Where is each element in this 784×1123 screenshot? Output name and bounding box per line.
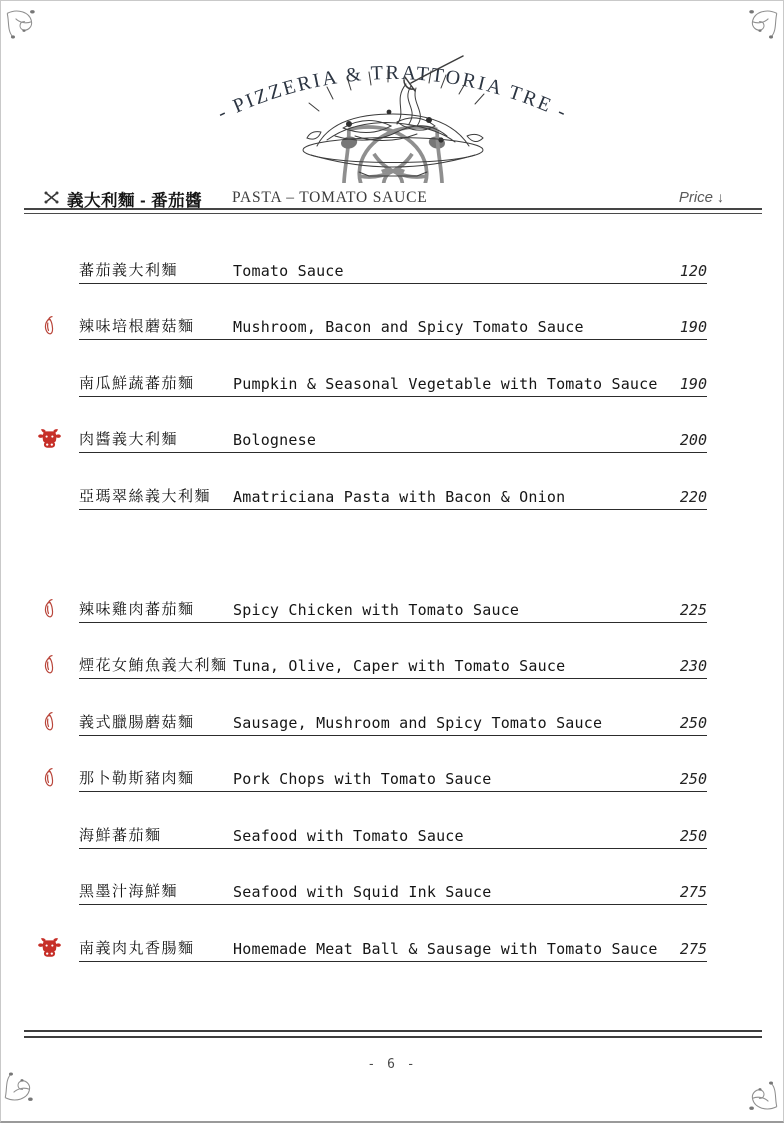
item-name-zh: 煙花女鮪魚義大利麵 [79,657,228,674]
row-underline [79,452,707,453]
item-name-en: Bolognese [233,431,317,449]
corner-flourish-icon [739,1072,781,1114]
item-price: 250 [679,713,707,732]
footer-double-rule [24,1030,762,1038]
row-underline [79,396,707,397]
no-icon [38,879,61,902]
cow-icon [38,427,61,450]
item-name-en: Spicy Chicken with Tomato Sauce [233,600,520,619]
menu-item-row [1,347,783,404]
item-name-en: Sausage, Mushroom and Spicy Tomato Sauce [233,713,603,732]
chili-icon [38,597,61,620]
item-price: 190 [679,374,707,393]
menu-item-row [1,460,783,517]
menu-item-row [1,630,783,687]
item-name-en: Tomato Sauce [233,261,344,280]
item-name-en: Homemade Meat Ball & Sausage with Tomato Sauce [233,939,658,958]
item-price: 250 [679,770,707,788]
no-icon [38,371,61,394]
chili-icon [38,710,61,733]
menu-item-row [1,573,783,630]
row-underline [79,678,707,679]
corner-flourish-icon [3,6,45,48]
no-icon [38,258,61,281]
row-underline [79,509,707,510]
menu-item-row [1,291,783,348]
page-number: - 6 - [367,1057,417,1072]
row-underline [79,904,707,905]
restaurant-arc-title: - PIZZERIA & TRATTORIA TRE - [214,61,572,125]
item-name-en: Mushroom, Bacon and Spicy Tomato Sauce [233,318,584,336]
item-price: 275 [679,883,707,901]
item-name-zh: 義式臘腸蘑菇麵 [79,713,195,731]
menu-item-row [1,686,783,743]
item-name-zh: 蕃茄義大利麵 [79,261,179,279]
row-underline [79,735,707,736]
down-arrow-icon: ↓ [717,189,724,205]
item-name-zh: 海鮮蕃茄麵 [79,826,162,844]
row-underline [79,283,707,284]
restaurant-logo-header [183,27,603,183]
price-column-header [679,189,724,206]
item-name-zh: 亞瑪翠絲義大利麵 [79,487,212,505]
item-name-zh: 辣味雞肉蕃茄麵 [79,600,195,618]
price-label: Price [678,189,713,206]
corner-flourish-icon [739,6,781,48]
item-price: 200 [679,431,707,449]
item-name-zh: 那卜勒斯豬肉麵 [79,770,195,787]
row-underline [79,622,707,623]
item-name-en: Tuna, Olive, Caper with Tomato Sauce [233,657,566,675]
menu-item-row [1,234,783,291]
menu-item-row [1,404,783,461]
chili-icon [38,653,61,676]
chili-icon [38,766,61,789]
no-icon [38,823,61,846]
menu-item-row [1,743,783,800]
row-underline [79,848,707,849]
menu-item-row [1,799,783,856]
no-icon [38,484,61,507]
row-underline [79,791,707,792]
cow-icon [38,936,61,959]
menu-item-row [1,856,783,913]
item-name-en: Pumpkin & Seasonal Vegetable with Tomato Sauce [233,374,658,393]
chili-icon [38,314,61,337]
item-name-zh: 肉醬義大利麵 [79,431,179,448]
row-underline [79,961,707,962]
item-price: 120 [679,261,707,280]
menu-item-row [1,912,783,969]
vine-sprig-icon [330,118,455,183]
item-name-zh: 南義肉丸香腸麵 [79,939,195,957]
item-name-en: Seafood with Squid Ink Sauce [233,883,492,901]
item-name-zh: 南瓜鮮蔬蕃茄麵 [79,374,195,392]
item-price: 250 [679,826,707,845]
section-title-en: PASTA – TOMATO SAUCE [232,189,428,206]
item-name-zh: 辣味培根蘑菇麵 [79,318,195,335]
item-price: 225 [679,600,707,619]
header-double-rule [24,208,762,214]
item-price: 220 [679,487,707,506]
section-title-zh: 義大利麵 - 番茄醬 [67,192,203,210]
menu-list [1,234,783,969]
item-price: 190 [679,318,707,336]
item-name-zh: 黑墨汁海鮮麵 [79,883,179,900]
item-price: 275 [679,939,707,958]
item-price: 230 [679,657,707,675]
item-name-en: Amatriciana Pasta with Bacon & Onion [233,487,566,506]
item-name-en: Pork Chops with Tomato Sauce [233,770,492,788]
item-name-en: Seafood with Tomato Sauce [233,826,464,845]
crossed-utensils-icon [43,190,60,205]
row-underline [79,339,707,340]
